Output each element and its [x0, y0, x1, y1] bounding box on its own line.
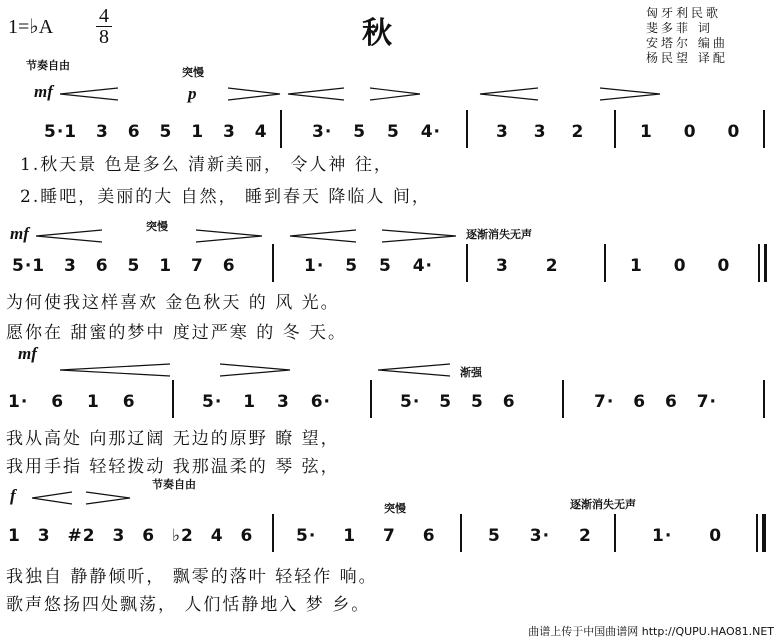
mark-sudden-slow-2: 突慢: [146, 220, 168, 233]
notes-row3-bar2: 5· 1 3 6·: [202, 392, 331, 412]
key-signature: 1=♭A: [8, 16, 54, 38]
mark-free-tempo-2: 节奏自由: [152, 478, 196, 491]
notes-row4-bar2: 5· 1 7 6: [296, 526, 436, 546]
notes-row4-bar3: 5 3· 2: [488, 526, 592, 546]
credit-origin: 匈牙利民歌: [646, 6, 722, 20]
barline: [764, 244, 767, 282]
dynamic-mf-3: mf: [18, 344, 37, 363]
credits: [646, 6, 728, 66]
lyrics-row3-verse1: 我从高处 向那辽阔 无边的原野 瞭 望，: [6, 429, 340, 449]
mark-sudden-slow-3: 突慢: [384, 502, 406, 515]
hairpins-row4: [32, 488, 152, 508]
lyrics-row4-verse2: 歌声悠扬四处飘荡， 人们恬静地入 梦 乡。: [6, 595, 371, 615]
hairpins-row3: [60, 360, 480, 380]
mark-fade-1: 逐渐消失无声: [466, 228, 532, 241]
notes-row3-bar3: 5· 5 5 6: [400, 392, 516, 412]
hairpins-row2: [36, 226, 476, 246]
dynamic-mf-2: mf: [10, 224, 29, 243]
barline: [272, 244, 274, 282]
mark-free-tempo-1: 节奏自由: [26, 59, 70, 72]
barline: [758, 244, 760, 282]
notes-row1-bar4: 1 0 0: [640, 122, 741, 142]
barline: [370, 380, 372, 418]
barline: [172, 380, 174, 418]
credit-translator: 杨民望 译配: [646, 51, 728, 65]
hairpins-row1: [60, 84, 760, 104]
mark-sudden-slow-1: 突慢: [182, 66, 204, 79]
mark-crescendo: 渐强: [460, 366, 482, 379]
barline: [614, 514, 616, 552]
notes-row3-bar1: 1· 6 1 6: [8, 392, 136, 412]
mark-fade-2: 逐渐消失无声: [570, 498, 636, 511]
dynamic-p-1: p: [188, 84, 197, 103]
barline: [562, 380, 564, 418]
lyrics-row4-verse1: 我独自 静静倾听， 飘零的落叶 轻轻作 响。: [6, 567, 378, 587]
lyrics-row1-verse2: 2.睡吧，美丽的大 自然， 睡到春天 降临人 间，: [20, 187, 431, 207]
dynamic-f-1: f: [10, 486, 16, 505]
barline: [763, 110, 765, 148]
time-signature: [96, 6, 112, 47]
notes-row2-bar4: 1 0 0: [630, 256, 731, 276]
footer-watermark: 曲谱上传于中国曲谱网 http://QUPU.HAO81.NET: [528, 625, 774, 638]
barline: [460, 514, 462, 552]
notes-row2-bar3: 3 2: [496, 256, 559, 276]
notes-row1-bar2: 3· 5 5 4·: [312, 122, 441, 142]
barline: [762, 514, 766, 552]
barline: [604, 244, 606, 282]
credit-arranger: 安塔尔 编曲: [646, 36, 728, 50]
meter-bottom: 8: [99, 26, 109, 48]
barline: [272, 514, 274, 552]
notes-row2-bar1: 5·1 3 6 5 1 7 6: [12, 256, 236, 276]
page-title: 秋: [362, 16, 392, 51]
notes-row1-bar1: 5·1 3 6 5 1 3 4: [44, 122, 268, 142]
notes-row2-bar2: 1· 5 5 4·: [304, 256, 433, 276]
dynamic-mf-1: mf: [34, 82, 53, 101]
lyrics-row2-verse1: 为何使我这样喜欢 金色秋天 的 风 光。: [6, 293, 340, 313]
barline: [756, 514, 758, 552]
credit-lyricist: 斐多菲 词: [646, 21, 713, 35]
notes-row4-bar4: 1· 0: [652, 526, 723, 546]
meter-top: 4: [96, 6, 112, 27]
notes-row1-bar3: 3 3 2: [496, 122, 585, 142]
barline: [763, 380, 765, 418]
lyrics-row1-verse1: 1.秋天景 色是多么 清新美丽， 令人神 往，: [20, 155, 393, 175]
notes-row4-bar1: 1 3 #2 3 6 ♭2 4 6: [8, 526, 254, 546]
barline: [466, 244, 468, 282]
lyrics-row3-verse2: 我用手指 轻轻拨动 我那温柔的 琴 弦，: [6, 457, 340, 477]
barline: [614, 110, 616, 148]
barline: [466, 110, 468, 148]
notes-row3-bar4: 7· 6 6 7·: [594, 392, 717, 412]
barline: [280, 110, 282, 148]
lyrics-row2-verse2: 愿你在 甜蜜的梦中 度过严寒 的 冬 天。: [6, 323, 348, 343]
